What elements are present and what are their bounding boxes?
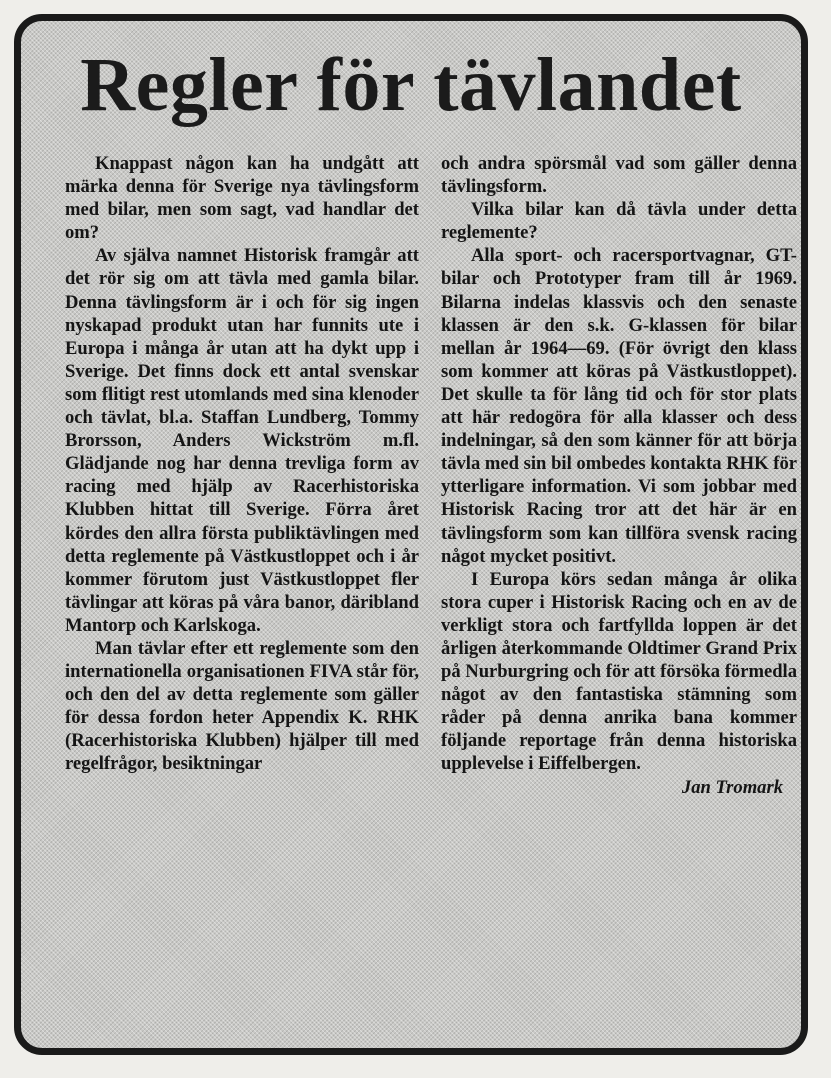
paragraph: Man tävlar efter ett reglemente som den internationella organisationen FIVA står för, och den del av detta reglemente som gäller för dessa fordon heter Appendix K. RHK (Racerhistoriska Klubben) hjälper till med regelfrågor, besiktningar	[65, 637, 419, 775]
paragraph: I Europa körs sedan många år olika stora cuper i Historisk Racing och en av de verkligt stora och fartfyllda loppen är det årligen återkommande Oldtimer Grand Prix på Nurburgring och för att försöka förmedla något av den fantastiska stämning som råder på denna anrika bana kommer följande reportage från denna historiska upplevelse i Eiffelbergen.	[441, 568, 798, 775]
paragraph: och andra spörsmål vad som gäller denna tävlingsform.	[441, 153, 797, 198]
article-title: Regler för tävlandet	[80, 43, 742, 127]
paragraph: Knappast någon kan ha undgått att märka denna för Sverige nya tävlingsform med bilar, men som sagt, vad handlar det om?	[65, 153, 419, 244]
paragraph: Alla sport- och racersportvagnar, GT-bilar och Prototyper fram till år 1969. Bilarna indelas klassvis och den senaste klassen är den s.k. G-klassen för bilar mellan år 1964—69. (För övrigt den klass som kommer att köras på Västkustloppet). Det skulle ta för lång tid och för stor plats att här redogöra för alla klasser och dess indelningar, så den som känner för att börja tävla med sin bil ombedes kontakta RHK för ytterligare information. Vi som jobbar med Historisk Racing tror att det här är en tävlingsform som kan tillföra svensk racing något mycket positivt.	[441, 245, 797, 567]
right-column	[441, 152, 797, 799]
article-box	[14, 14, 808, 1055]
left-column	[65, 152, 419, 776]
author-signature: Jan Tromark	[681, 776, 783, 798]
paragraph: Vilka bilar kan då tävla under detta reglemente?	[441, 199, 797, 244]
paragraph: Av själva namnet Historisk framgår att det rör sig om att tävla med gamla bilar. Denna tävlingsform är i och för sig ingen nyskapad produkt utan har funnits ute i Europa i många år utan att ha dykt upp i Sverige. Det finns dock ett antal svenskar som flitigt rest utomlands med sina klenoder och tävlat, bl.a. Staffan Lundberg, Tommy Brorsson, Anders Wickström m.fl. Glädjande nog har denna trevliga form av racing med hjälp av Racerhistoriska Klubben hittat till Sverige. Förra året kördes den allra första publiktävlingen med detta reglemente på Västkustloppet och i år kommer förutom just Västkustloppet fler tävlingar att köras på våra banor, däribland Mantorp och Karlskoga.	[65, 245, 419, 636]
